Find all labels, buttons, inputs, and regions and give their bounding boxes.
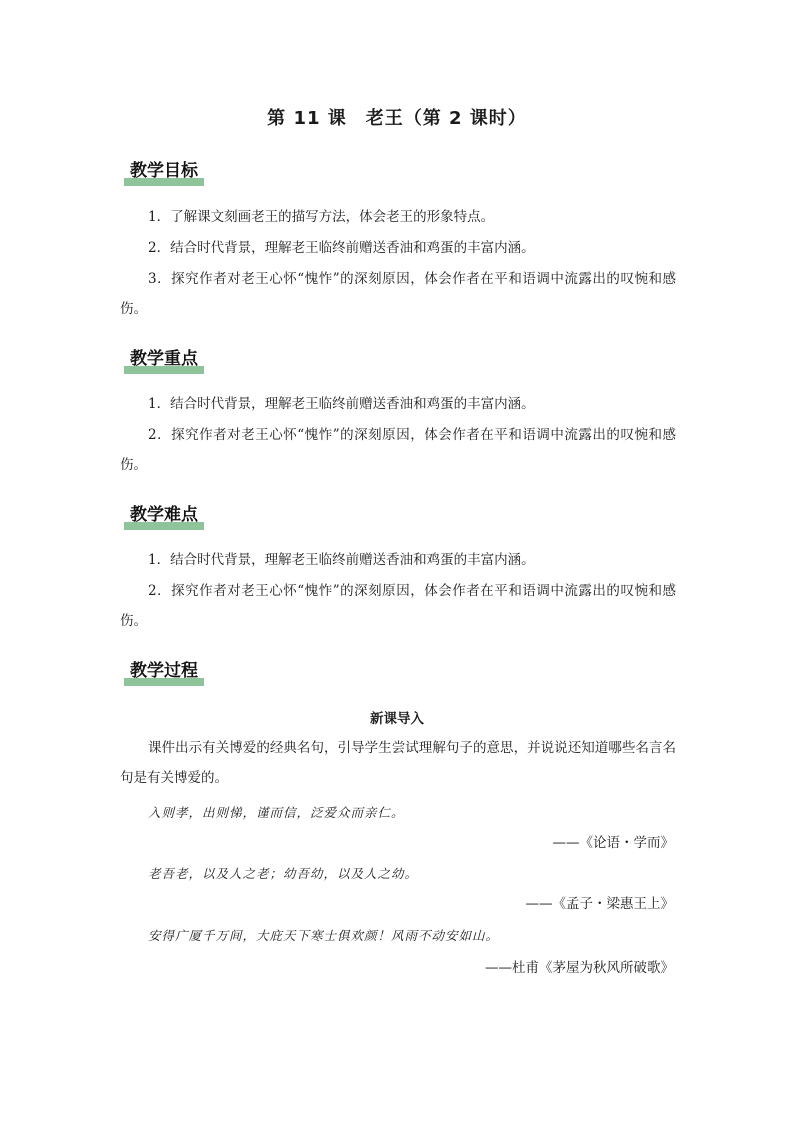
goal-item-2: 2．结合时代背景，理解老王临终前赠送香油和鸡蛋的丰富内涵。 bbox=[148, 240, 535, 256]
section-heading-difficulties: 教学难点 bbox=[124, 504, 204, 528]
key-point-item-2: 2．探究作者对老王心怀“愧怍”的深刻原因，体会作者在平和语调中流露出的叹惋和感伤。 bbox=[120, 427, 676, 473]
section-heading-key-points: 教学重点 bbox=[124, 348, 204, 372]
section-heading-goals: 教学目标 bbox=[124, 160, 204, 184]
difficulty-item-1: 1．结合时代背景，理解老王临终前赠送香油和鸡蛋的丰富内涵。 bbox=[148, 552, 535, 568]
goal-item-1: 1．了解课文刻画老王的描写方法，体会老王的形象特点。 bbox=[148, 209, 495, 225]
quote-source-3: ——杜甫《茅屋为秋风所破歌》 bbox=[485, 960, 674, 976]
quote-source-1: ——《论语・学而》 bbox=[552, 835, 674, 851]
key-point-item-1: 1．结合时代背景，理解老王临终前赠送香油和鸡蛋的丰富内涵。 bbox=[148, 396, 535, 412]
quote-text-2: 老吾老，以及人之老；幼吾幼，以及人之幼。 bbox=[148, 866, 419, 881]
quote-source-2: ——《孟子・梁惠王上》 bbox=[525, 896, 674, 912]
quote-text-1: 入则孝，出则悌，谨而信，泛爱众而亲仁。 bbox=[148, 805, 405, 820]
quote-text-3: 安得广厦千万间，大庇天下寒士俱欢颜！风雨不动安如山。 bbox=[148, 928, 500, 943]
lesson-title: 第 11 课 老王（第 2 课时） bbox=[267, 108, 527, 129]
difficulty-item-2: 2．探究作者对老王心怀“愧怍”的深刻原因，体会作者在平和语调中流露出的叹惋和感伤。 bbox=[120, 583, 676, 629]
process-intro: 课件出示有关博爱的经典名句，引导学生尝试理解句子的意思，并说说还知道哪些名言名句是有关博爱的。 bbox=[120, 740, 676, 786]
process-subheading: 新课导入 bbox=[370, 711, 424, 727]
section-heading-process: 教学过程 bbox=[124, 660, 204, 684]
goal-item-3: 3．探究作者对老王心怀“愧怍”的深刻原因，体会作者在平和语调中流露出的叹惋和感伤。 bbox=[120, 271, 676, 317]
